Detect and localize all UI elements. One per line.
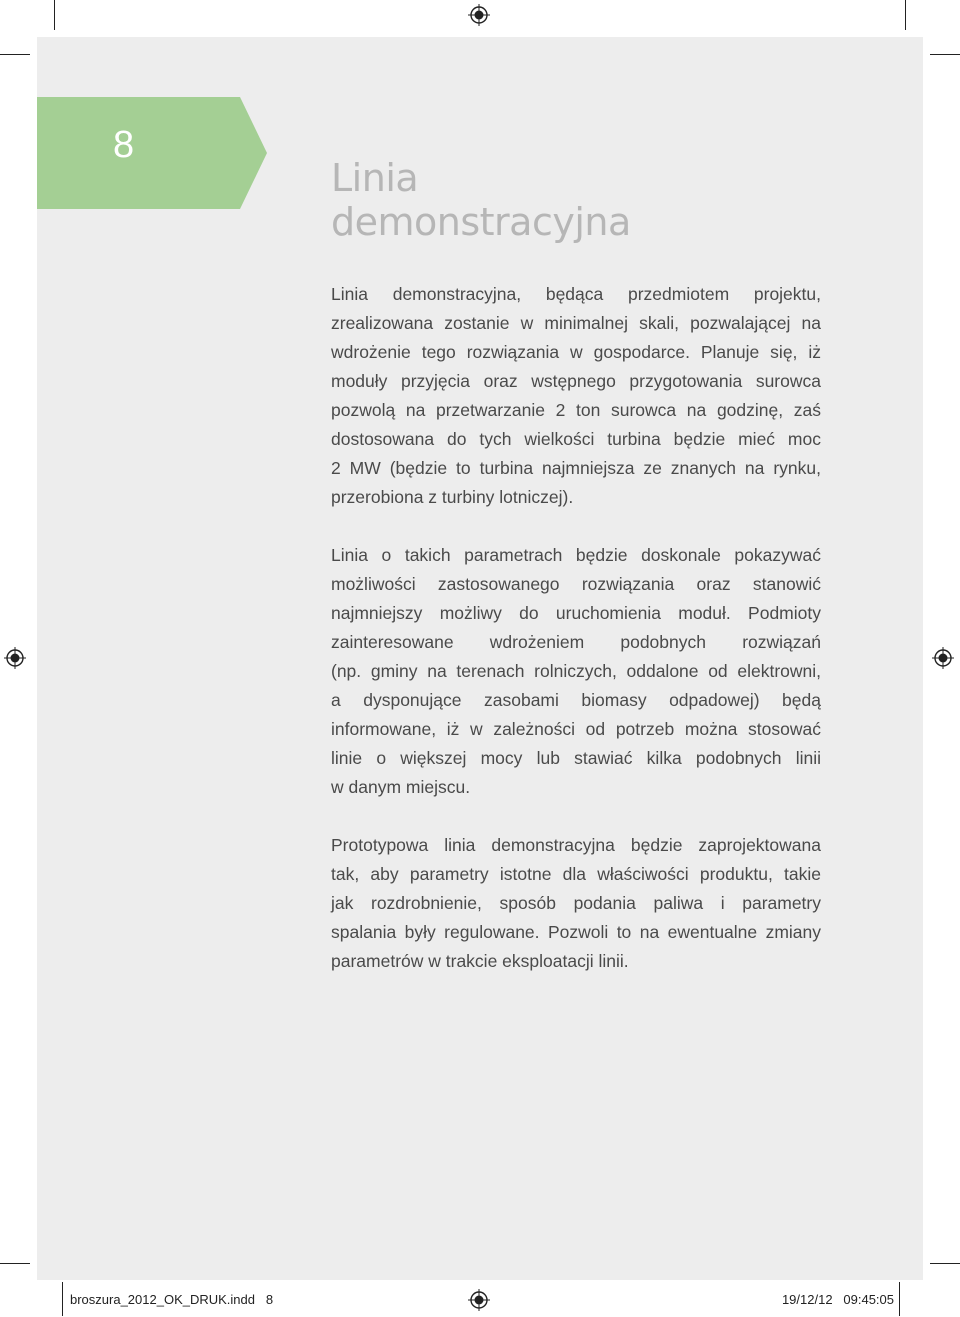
text-line: Linia demonstracyjna, będąca przedmiotem projektu, [331, 284, 821, 304]
crop-mark-right-top [930, 54, 960, 55]
text-line: parametrów w trakcie eksploatacji linii. [331, 951, 629, 971]
slug-timestamp: 19/12/12 09:45:05 [781, 1292, 894, 1307]
text-line: zrealizowana zostanie w minimalnej skali, pozwalającej na [331, 313, 821, 333]
registration-mark-right-icon [932, 647, 954, 669]
text-line: linie o większej mocy lub stawiać kilka podobnych linii [331, 748, 821, 768]
text-line: Prototypowa linia demonstracyjna będzie zaprojektowana [331, 835, 821, 855]
text-line: pozwolą na przetwarzanie 2 ton surowca na godzinę, zaś [331, 400, 821, 420]
text-line: moduły przyjęcia oraz wstępnego przygotowania surowca [331, 371, 821, 391]
chapter-tab [37, 97, 267, 209]
text-line: jak rozdrobnienie, sposób podania paliwa i parametry [331, 893, 821, 913]
text-line: tak, aby parametry istotne dla właściwości produktu, takie [331, 864, 821, 884]
text-line: zainteresowane wdrożeniem podobnych rozwiązań [331, 632, 821, 652]
crop-mark-top-right [905, 0, 906, 30]
text-line: 2 MW (będzie to turbina najmniejsza ze znanych na rynku, [331, 458, 821, 478]
page-number: 8 [113, 124, 135, 166]
text-line: najmniejszy możliwy do uruchomienia moduł. Podmioty [331, 603, 821, 623]
text-line: wdrożenie tego rozwiązania w gospodarce. Planuje się, iż [331, 342, 821, 362]
registration-mark-top-icon [468, 4, 490, 26]
registration-mark-left-icon [4, 647, 26, 669]
text-line: dostosowana do tych wielkości turbina będzie mieć moc [331, 429, 821, 449]
paragraph-1 [331, 280, 821, 512]
page-title-line: demonstracyjna [331, 200, 631, 244]
crop-mark-right-bottom [930, 1263, 960, 1264]
crop-mark-top-left [54, 0, 55, 30]
page-title-line: Linia [331, 156, 419, 200]
text-line: (np. gminy na terenach rolniczych, oddalone od elektrowni, [331, 661, 821, 681]
slug-filename: broszura_2012_OK_DRUK.indd 8 [70, 1292, 274, 1307]
text-line: przerobiona z turbiny lotniczej). [331, 487, 574, 507]
text-line: informowane, iż w zależności od potrzeb można stosować [331, 719, 821, 739]
crop-mark-left-bottom [0, 1263, 30, 1264]
crop-mark-left-top [0, 54, 30, 55]
registration-mark-bottom-icon [468, 1289, 490, 1311]
text-line: Linia o takich parametrach będzie doskonale pokazywać [331, 545, 821, 565]
text-line: możliwości zastosowanego rozwiązania oraz stanowić [331, 574, 821, 594]
body-text [331, 280, 821, 1005]
page-title [331, 156, 631, 244]
paragraph-2 [331, 541, 821, 802]
text-line: spalania były regulowane. Pozwoli to na ewentualne zmiany [331, 922, 821, 942]
text-line: a dysponujące zasobami biomasy odpadowej) będą [331, 690, 821, 710]
text-line: w danym miejscu. [331, 777, 471, 797]
paragraph-3 [331, 831, 821, 976]
